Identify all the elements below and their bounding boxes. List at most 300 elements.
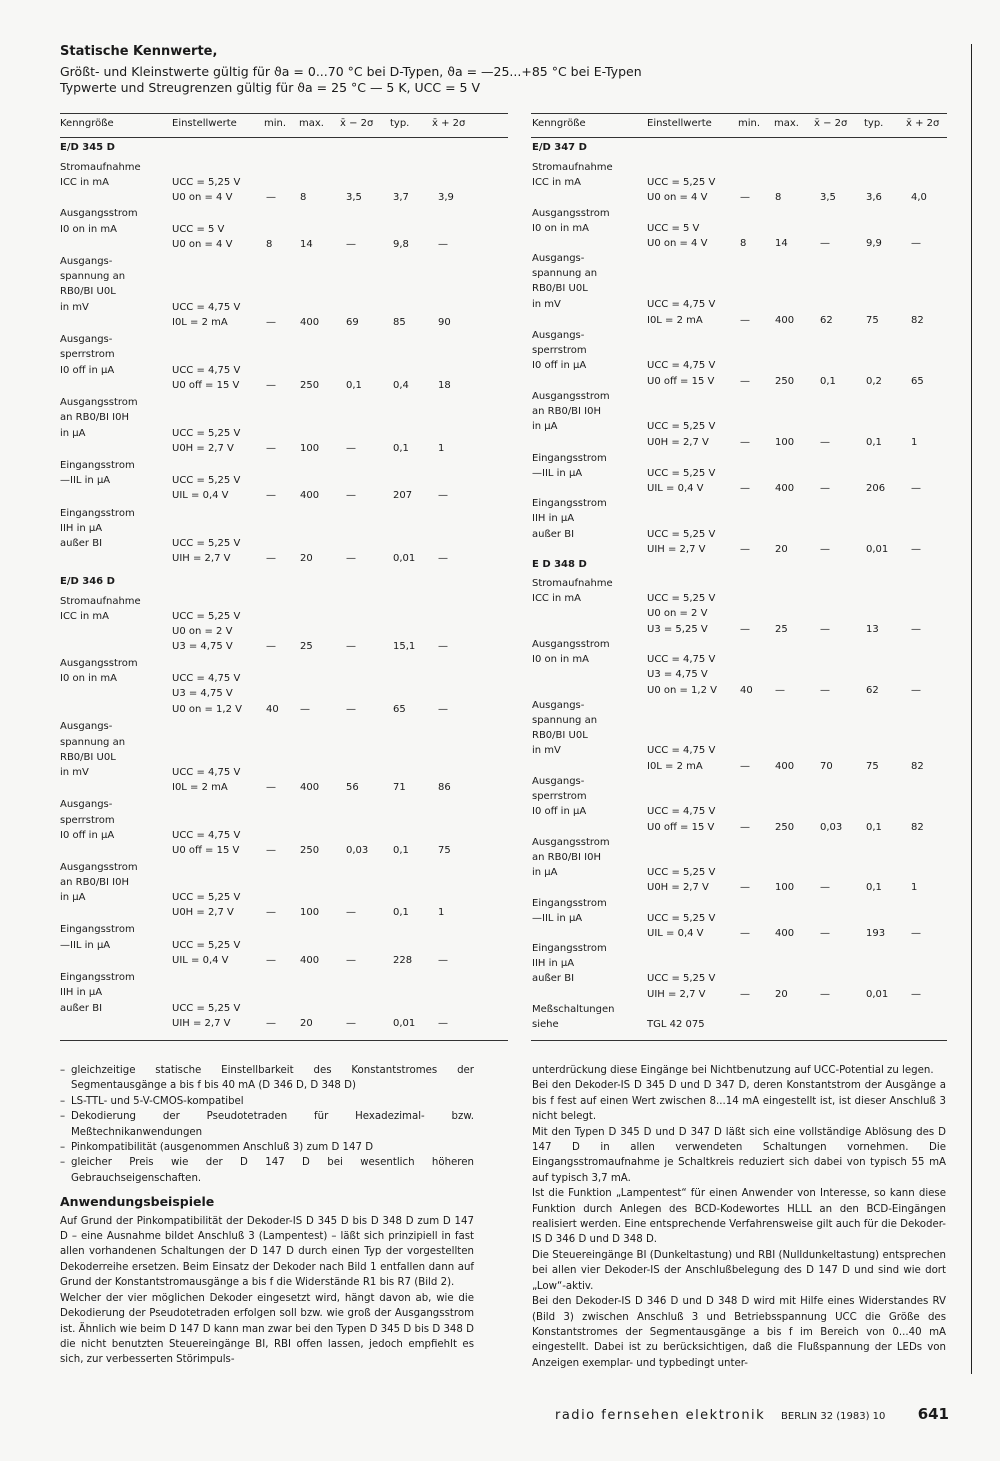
plus-2sigma-cell: 1 xyxy=(438,907,445,918)
parameter-cell: I0 off in μA xyxy=(60,365,115,376)
typ-cell: 0,1 xyxy=(393,907,409,918)
minus-2sigma-cell: — xyxy=(346,955,356,966)
setting-cell: U0 off = 15 V xyxy=(647,822,715,833)
conditions-line-2: Typwerte und Streugrenzen gültig für ϑa = 25 °C — 5 K, UCC = 5 V xyxy=(60,80,481,95)
plus-2sigma-cell: 4,0 xyxy=(911,192,927,203)
min-cell: 8 xyxy=(740,238,747,249)
minus-2sigma-cell: 0,03 xyxy=(820,822,843,833)
paragraph: Auf Grund der Pinkompatibilität der Dekoder-IS D 345 D bis D 348 D zum D 147 D – eine Ausnahme bildet Anschluß 3 (Lampentest) – läßt sich prinzipiell in fast allen vorhandenen Schaltungen der D 147 D durch einen Typ der vorgestellten Dekoderreihe ersetzen. Beim Einsatz der Dekoder nach Bild 1 entfallen dann auf Grund der Konstantstromausgänge a bis f die Widerstände R1 bis R7 (Bild 2). xyxy=(60,1215,474,1289)
typ-cell: 75 xyxy=(866,761,879,772)
parameter-cell: —IIL in μA xyxy=(60,940,111,951)
parameter-cell: in μA xyxy=(532,867,558,878)
setting-cell: I0L = 2 mA xyxy=(172,317,228,328)
max-cell: — xyxy=(775,685,785,696)
max-cell: 100 xyxy=(300,907,320,918)
parameter-cell: IIH in μA xyxy=(532,958,575,969)
setting-cell: U0 off = 15 V xyxy=(647,376,715,387)
max-cell: 250 xyxy=(775,822,795,833)
col-typ: typ. xyxy=(390,118,410,129)
parameter-cell: IIH in μA xyxy=(532,513,575,524)
parameter-cell: RB0/BI U0L xyxy=(532,730,588,741)
max-cell: 14 xyxy=(300,239,313,250)
parameter-cell: außer BI xyxy=(532,973,575,984)
paragraph: Mit den Typen D 345 D und D 347 D läßt sich eine vollständige Ablösung des D 147 D in allen verwendeten Schaltungen vornehmen. Die Eingangsstromaufnahme je Schaltkreis reduziert sich dabei von typisch 55 mA auf typisch 3,7 mA. xyxy=(532,1126,946,1184)
setting-cell: UCC = 5,25 V xyxy=(647,468,716,479)
setting-cell: UCC = 5,25 V xyxy=(172,940,241,951)
minus-2sigma-cell: — xyxy=(820,544,830,555)
parameter-cell: Ausgangs- xyxy=(532,776,585,787)
minus-2sigma-cell: 0,1 xyxy=(346,380,362,391)
max-cell: 400 xyxy=(300,490,320,501)
list-item: – LS-TTL- und 5-V-CMOS-kompatibel xyxy=(60,1094,474,1109)
min-cell: — xyxy=(266,955,276,966)
parameter-cell: siehe xyxy=(532,1019,559,1030)
max-cell: 8 xyxy=(775,192,782,203)
device-heading: E/D 346 D xyxy=(60,576,115,587)
parameter-cell: in μA xyxy=(60,892,86,903)
max-cell: 20 xyxy=(775,989,788,1000)
parameter-cell: in mV xyxy=(60,302,89,313)
minus-2sigma-cell: — xyxy=(346,443,356,454)
max-cell: 400 xyxy=(300,317,320,328)
typ-cell: 193 xyxy=(866,928,886,939)
setting-cell: UIH = 2,7 V xyxy=(172,553,231,564)
paragraph: unterdrückung diese Eingänge bei Nichtbenutzung auf UCC-Potential zu legen. xyxy=(532,1065,934,1076)
parameter-cell: Ausgangsstrom xyxy=(532,837,610,848)
typ-cell: 0,01 xyxy=(393,553,416,564)
parameter-cell: Ausgangs- xyxy=(532,330,585,341)
plus-2sigma-cell: — xyxy=(911,928,921,939)
min-cell: — xyxy=(266,490,276,501)
setting-cell: U3 = 4,75 V xyxy=(172,641,233,652)
typ-cell: 85 xyxy=(393,317,406,328)
parameter-cell: Eingangsstrom xyxy=(60,508,135,519)
parameter-cell: I0 on in mA xyxy=(60,673,118,684)
parameter-cell: RB0/BI U0L xyxy=(60,752,116,763)
setting-cell: I0L = 2 mA xyxy=(647,315,703,326)
parameter-cell: ICC in mA xyxy=(60,177,109,188)
device-heading: E D 348 D xyxy=(532,559,587,570)
plus-2sigma-cell: 1 xyxy=(911,882,918,893)
setting-cell: UCC = 5,25 V xyxy=(647,421,716,432)
typ-cell: 0,01 xyxy=(393,1018,416,1029)
minus-2sigma-cell: — xyxy=(346,553,356,564)
min-cell: — xyxy=(266,553,276,564)
parameter-cell: in μA xyxy=(60,428,86,439)
typ-cell: 0,4 xyxy=(393,380,409,391)
col-min: min. xyxy=(738,118,761,129)
setting-cell: UCC = 4,75 V xyxy=(647,745,716,756)
parameter-cell: —IIL in μA xyxy=(532,468,583,479)
col-minus-2sigma: x̄ − 2σ xyxy=(340,118,374,129)
parameter-cell: außer BI xyxy=(60,1003,103,1014)
parameter-cell: Meßschaltungen xyxy=(532,1004,615,1015)
setting-cell: UCC = 4,75 V xyxy=(172,767,241,778)
min-cell: — xyxy=(740,822,750,833)
plus-2sigma-cell: 82 xyxy=(911,822,924,833)
parameter-cell: Eingangsstrom xyxy=(532,498,607,509)
typ-cell: 0,1 xyxy=(866,822,882,833)
max-cell: 14 xyxy=(775,238,788,249)
max-cell: 400 xyxy=(775,315,795,326)
parameter-cell: Eingangsstrom xyxy=(60,972,135,983)
parameter-cell: Ausgangs- xyxy=(60,721,113,732)
col-max: max. xyxy=(299,118,324,129)
typ-cell: 3,7 xyxy=(393,192,409,203)
setting-cell: UCC = 4,75 V xyxy=(647,806,716,817)
parameter-cell: Eingangsstrom xyxy=(532,943,607,954)
max-cell: 20 xyxy=(300,553,313,564)
plus-2sigma-cell: 82 xyxy=(911,315,924,326)
plus-2sigma-cell: — xyxy=(438,239,448,250)
setting-cell: UIL = 0,4 V xyxy=(172,490,229,501)
minus-2sigma-cell: — xyxy=(346,1018,356,1029)
setting-cell: U0 on = 1,2 V xyxy=(172,704,242,715)
parameter-cell: Ausgangsstrom xyxy=(532,639,610,650)
max-cell: 250 xyxy=(300,380,320,391)
parameter-cell: sperrstrom xyxy=(60,349,115,360)
setting-cell: U0H = 2,7 V xyxy=(172,907,234,918)
setting-cell: UIL = 0,4 V xyxy=(647,483,704,494)
typ-cell: 206 xyxy=(866,483,886,494)
minus-2sigma-cell: — xyxy=(346,907,356,918)
plus-2sigma-cell: — xyxy=(438,490,448,501)
min-cell: — xyxy=(740,882,750,893)
parameter-cell: —IIL in μA xyxy=(532,913,583,924)
typ-cell: 71 xyxy=(393,782,406,793)
minus-2sigma-cell: — xyxy=(820,483,830,494)
min-cell: — xyxy=(266,845,276,856)
min-cell: — xyxy=(266,1018,276,1029)
plus-2sigma-cell: 82 xyxy=(911,761,924,772)
max-cell: 400 xyxy=(775,928,795,939)
min-cell: — xyxy=(740,989,750,1000)
max-cell: 20 xyxy=(775,544,788,555)
typ-cell: 62 xyxy=(866,685,879,696)
parameter-cell: in mV xyxy=(60,767,89,778)
max-cell: 8 xyxy=(300,192,307,203)
parameter-cell: außer BI xyxy=(532,529,575,540)
col-max: max. xyxy=(774,118,799,129)
magazine-name: radio fernsehen elektronik xyxy=(555,1408,766,1423)
left-text-column xyxy=(60,1063,474,1368)
minus-2sigma-cell: — xyxy=(820,685,830,696)
max-cell: — xyxy=(300,704,310,715)
setting-cell: UCC = 4,75 V xyxy=(172,830,241,841)
setting-cell: UCC = 4,75 V xyxy=(172,673,241,684)
typ-cell: 9,8 xyxy=(393,239,409,250)
typ-cell: 0,01 xyxy=(866,544,889,555)
plus-2sigma-cell: — xyxy=(911,238,921,249)
typ-cell: 0,1 xyxy=(866,882,882,893)
parameter-cell: I0 off in μA xyxy=(532,360,587,371)
setting-cell: UCC = 5 V xyxy=(647,223,700,234)
parameter-cell: Ausgangsstrom xyxy=(60,397,138,408)
setting-cell: U0 on = 2 V xyxy=(172,626,233,637)
right-table-top-rule xyxy=(531,113,947,114)
typ-cell: 0,1 xyxy=(866,437,882,448)
setting-cell: UCC = 5 V xyxy=(172,224,225,235)
max-cell: 100 xyxy=(775,882,795,893)
setting-cell: UCC = 4,75 V xyxy=(647,360,716,371)
setting-cell: U0H = 2,7 V xyxy=(647,882,709,893)
col-einstellwerte: Einstellwerte xyxy=(647,118,712,129)
parameter-cell: Ausgangs- xyxy=(532,253,585,264)
minus-2sigma-cell: 3,5 xyxy=(346,192,362,203)
max-cell: 25 xyxy=(775,624,788,635)
plus-2sigma-cell: — xyxy=(911,624,921,635)
setting-cell: I0L = 2 mA xyxy=(172,782,228,793)
plus-2sigma-cell: — xyxy=(911,989,921,1000)
parameter-cell: Ausgangs- xyxy=(532,700,585,711)
left-table-bottom-rule xyxy=(60,1040,508,1041)
section-heading: Anwendungsbeispiele xyxy=(60,1194,215,1210)
min-cell: — xyxy=(740,376,750,387)
parameter-cell: ICC in mA xyxy=(60,611,109,622)
parameter-cell: sperrstrom xyxy=(60,815,115,826)
minus-2sigma-cell: 56 xyxy=(346,782,359,793)
plus-2sigma-cell: — xyxy=(438,1018,448,1029)
min-cell: — xyxy=(740,624,750,635)
min-cell: — xyxy=(740,761,750,772)
parameter-cell: Ausgangsstrom xyxy=(60,658,138,669)
paragraph: Bei den Dekoder-IS D 345 D und D 347 D, deren Konstantstrom der Ausgänge a bis f fest auf einen Wert zwischen 8...14 mA eingestellt ist, ist dieser Anschluß 3 nicht belegt. xyxy=(532,1080,946,1123)
setting-cell: UCC = 5,25 V xyxy=(172,428,241,439)
min-cell: — xyxy=(266,443,276,454)
parameter-cell: spannung an xyxy=(532,715,598,726)
setting-cell: UCC = 4,75 V xyxy=(172,302,241,313)
setting-cell: U0H = 2,7 V xyxy=(647,437,709,448)
parameter-cell: an RB0/BI I0H xyxy=(60,412,130,423)
parameter-cell: Ausgangsstrom xyxy=(60,208,138,219)
plus-2sigma-cell: 90 xyxy=(438,317,451,328)
paragraph: Die Steuereingänge BI (Dunkeltastung) und RBI (Nulldunkeltastung) entsprechen bei allen vier Dekoder-IS der Anschlußbelegung des D 147 D und sind wie dort „Low“-aktiv. xyxy=(532,1249,946,1292)
typ-cell: 0,01 xyxy=(866,989,889,1000)
setting-cell: U0 off = 15 V xyxy=(172,845,240,856)
plus-2sigma-cell: 75 xyxy=(438,845,451,856)
min-cell: 40 xyxy=(740,685,753,696)
min-cell: — xyxy=(740,483,750,494)
minus-2sigma-cell: — xyxy=(820,624,830,635)
device-heading: E/D 345 D xyxy=(60,142,115,153)
parameter-cell: IIH in μA xyxy=(60,987,103,998)
parameter-cell: spannung an xyxy=(60,271,126,282)
right-table-header-rule xyxy=(531,137,947,138)
minus-2sigma-cell: 62 xyxy=(820,315,833,326)
parameter-cell: außer BI xyxy=(60,538,103,549)
plus-2sigma-cell: — xyxy=(438,955,448,966)
column-rule xyxy=(971,44,972,1374)
minus-2sigma-cell: 0,1 xyxy=(820,376,836,387)
parameter-cell: sperrstrom xyxy=(532,345,587,356)
typ-cell: 9,9 xyxy=(866,238,882,249)
setting-cell: UCC = 5,25 V xyxy=(172,892,241,903)
typ-cell: 0,1 xyxy=(393,443,409,454)
plus-2sigma-cell: 86 xyxy=(438,782,451,793)
minus-2sigma-cell: 3,5 xyxy=(820,192,836,203)
setting-cell: UIH = 2,7 V xyxy=(647,544,706,555)
setting-cell: UCC = 5,25 V xyxy=(647,177,716,188)
typ-cell: 13 xyxy=(866,624,879,635)
typ-cell: 65 xyxy=(393,704,406,715)
min-cell: — xyxy=(740,192,750,203)
max-cell: 400 xyxy=(300,782,320,793)
parameter-cell: Stromaufnahme xyxy=(60,596,141,607)
max-cell: 20 xyxy=(300,1018,313,1029)
min-cell: — xyxy=(740,544,750,555)
list-item: – Dekodierung der Pseudotetraden für Hexadezimal- bzw. Meßtechnikanwendungen xyxy=(60,1109,474,1140)
setting-cell: U0 on = 4 V xyxy=(172,239,233,250)
parameter-cell: I0 on in mA xyxy=(60,224,118,235)
setting-cell: UCC = 5,25 V xyxy=(647,913,716,924)
parameter-cell: Stromaufnahme xyxy=(532,162,613,173)
plus-2sigma-cell: 1 xyxy=(438,443,445,454)
col-plus-2sigma: x̄ + 2σ xyxy=(432,118,466,129)
col-min: min. xyxy=(264,118,287,129)
parameter-cell: Ausgangs- xyxy=(60,256,113,267)
setting-cell: UIL = 0,4 V xyxy=(647,928,704,939)
setting-cell: UCC = 5,25 V xyxy=(172,538,241,549)
parameter-cell: in mV xyxy=(532,745,561,756)
parameter-cell: in mV xyxy=(532,299,561,310)
min-cell: — xyxy=(266,380,276,391)
parameter-cell: IIH in μA xyxy=(60,523,103,534)
plus-2sigma-cell: 1 xyxy=(911,437,918,448)
plus-2sigma-cell: — xyxy=(438,553,448,564)
minus-2sigma-cell: — xyxy=(820,928,830,939)
min-cell: 8 xyxy=(266,239,273,250)
parameter-cell: Ausgangsstrom xyxy=(60,862,138,873)
setting-cell: U0H = 2,7 V xyxy=(172,443,234,454)
min-cell: — xyxy=(266,782,276,793)
max-cell: 25 xyxy=(300,641,313,652)
plus-2sigma-cell: — xyxy=(911,685,921,696)
minus-2sigma-cell: — xyxy=(346,704,356,715)
parameter-cell: —IIL in μA xyxy=(60,475,111,486)
min-cell: 40 xyxy=(266,704,279,715)
header xyxy=(60,44,950,96)
parameter-cell: sperrstrom xyxy=(532,791,587,802)
parameter-cell: I0 on in mA xyxy=(532,654,590,665)
setting-cell: UIH = 2,7 V xyxy=(172,1018,231,1029)
min-cell: — xyxy=(266,907,276,918)
paragraph: Ist die Funktion „Lampentest“ für einen Anwender von Interesse, so kann diese Funktion durch Anlegen des BCD-Kodewortes HLLL an den BCD-Eingängen realisiert werden. Eine entsprechende Verfahrensweise gilt auch für die Dekoder-IS D 346 D und D 348 D. xyxy=(532,1188,946,1246)
setting-cell: UCC = 5,25 V xyxy=(172,1003,241,1014)
max-cell: 100 xyxy=(300,443,320,454)
minus-2sigma-cell: — xyxy=(346,490,356,501)
typ-cell: 207 xyxy=(393,490,413,501)
list-item: – gleichzeitige statische Einstellbarkeit des Konstantstromes der Segmentausgänge a bis f bis 40 mA (D 346 D, D 348 D) xyxy=(60,1063,474,1094)
max-cell: 250 xyxy=(300,845,320,856)
setting-cell: U3 = 4,75 V xyxy=(647,669,708,680)
typ-cell: 75 xyxy=(866,315,879,326)
plus-2sigma-cell: — xyxy=(911,544,921,555)
col-typ: typ. xyxy=(864,118,884,129)
minus-2sigma-cell: — xyxy=(820,882,830,893)
min-cell: — xyxy=(266,192,276,203)
setting-cell: UIH = 2,7 V xyxy=(647,989,706,1000)
minus-2sigma-cell: 70 xyxy=(820,761,833,772)
plus-2sigma-cell: 65 xyxy=(911,376,924,387)
setting-cell: UCC = 5,25 V xyxy=(172,475,241,486)
right-table-bottom-rule xyxy=(531,1040,947,1041)
parameter-cell: Ausgangs- xyxy=(60,799,113,810)
parameter-cell: ICC in mA xyxy=(532,177,581,188)
max-cell: 400 xyxy=(775,483,795,494)
parameter-cell: I0 on in mA xyxy=(532,223,590,234)
parameter-cell: I0 off in μA xyxy=(60,830,115,841)
min-cell: — xyxy=(266,641,276,652)
setting-cell: UCC = 4,75 V xyxy=(647,654,716,665)
left-table-top-rule xyxy=(60,113,508,114)
typ-cell: 0,1 xyxy=(393,845,409,856)
parameter-cell: an RB0/BI I0H xyxy=(532,406,602,417)
setting-cell: UCC = 4,75 V xyxy=(172,365,241,376)
setting-cell: I0L = 2 mA xyxy=(647,761,703,772)
parameter-cell: Eingangsstrom xyxy=(60,460,135,471)
parameter-cell: Eingangsstrom xyxy=(60,924,135,935)
page-number: 641 xyxy=(917,1405,949,1423)
setting-cell: U3 = 5,25 V xyxy=(647,624,708,635)
setting-cell: UCC = 5,25 V xyxy=(647,973,716,984)
setting-cell: UCC = 4,75 V xyxy=(647,299,716,310)
minus-2sigma-cell: — xyxy=(820,238,830,249)
parameter-cell: Eingangsstrom xyxy=(532,898,607,909)
minus-2sigma-cell: 0,03 xyxy=(346,845,369,856)
min-cell: — xyxy=(266,317,276,328)
max-cell: 400 xyxy=(775,761,795,772)
left-table-header-rule xyxy=(60,137,508,138)
col-minus-2sigma: x̄ − 2σ xyxy=(814,118,848,129)
device-heading: E/D 347 D xyxy=(532,142,587,153)
max-cell: 250 xyxy=(775,376,795,387)
parameter-cell: RB0/BI U0L xyxy=(60,286,116,297)
setting-cell: UIL = 0,4 V xyxy=(172,955,229,966)
page-footer xyxy=(555,1405,975,1423)
typ-cell: 15,1 xyxy=(393,641,416,652)
conditions-line-1: Größt- und Kleinstwerte gültig für ϑa = 0...70 °C bei D-Typen, ϑa = —25...+85 °C bei E-Typen xyxy=(60,64,642,79)
minus-2sigma-cell: — xyxy=(346,641,356,652)
setting-cell: U0 on = 4 V xyxy=(647,238,708,249)
parameter-cell: Ausgangsstrom xyxy=(532,208,610,219)
page-title: Statische Kennwerte, xyxy=(60,44,218,59)
plus-2sigma-cell: 3,9 xyxy=(438,192,454,203)
parameter-cell: Stromaufnahme xyxy=(532,578,613,589)
right-text-column xyxy=(532,1063,946,1371)
col-plus-2sigma: x̄ + 2σ xyxy=(906,118,940,129)
parameter-cell: Stromaufnahme xyxy=(60,162,141,173)
plus-2sigma-cell: — xyxy=(438,641,448,652)
setting-cell: U0 off = 15 V xyxy=(172,380,240,391)
parameter-cell: Ausgangsstrom xyxy=(532,391,610,402)
col-kenngroesse: Kenngröße xyxy=(60,118,114,129)
parameter-cell: Eingangsstrom xyxy=(532,453,607,464)
parameter-cell: an RB0/BI I0H xyxy=(532,852,602,863)
parameter-cell: spannung an xyxy=(532,268,598,279)
minus-2sigma-cell: — xyxy=(346,239,356,250)
paragraph: Welcher der vier möglichen Dekoder eingesetzt wird, hängt davon ab, wie die Dekodierung der Pseudotetraden erfolgen soll bzw. wie groß der Ausgangsstrom ist. Ähnlich wie beim D 147 D kann man zwar bei den Typen D 345 D bis D 348 D die nicht benutzten Steuereingänge BI, RBI offen lassen, jedoch empfiehlt es sich, zur verbesserten Störimpuls- xyxy=(60,1292,474,1366)
min-cell: — xyxy=(740,928,750,939)
typ-cell: 0,2 xyxy=(866,376,882,387)
plus-2sigma-cell: 18 xyxy=(438,380,451,391)
plus-2sigma-cell: — xyxy=(438,704,448,715)
feature-list xyxy=(60,1063,474,1186)
setting-cell: UCC = 5,25 V xyxy=(172,177,241,188)
setting-cell: U3 = 4,75 V xyxy=(172,688,233,699)
minus-2sigma-cell: — xyxy=(820,437,830,448)
list-item: – Pinkompatibilität (ausgenommen Anschluß 3) zum D 147 D xyxy=(60,1140,474,1155)
list-item: – gleicher Preis wie der D 147 D bei wesentlich höheren Gebrauchseigenschaften. xyxy=(60,1155,474,1186)
